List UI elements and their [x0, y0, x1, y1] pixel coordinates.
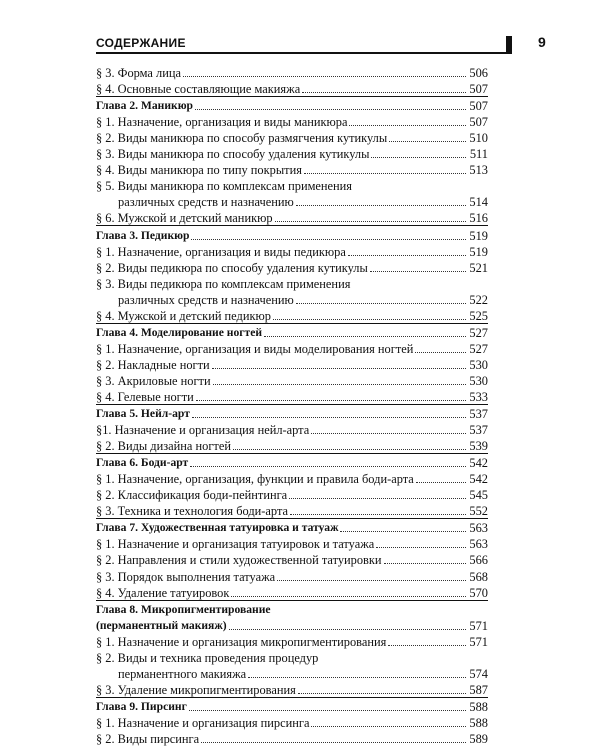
- toc-page-number: 588: [469, 715, 488, 730]
- toc-label: § 5. Виды маникюра по комплексам применения: [96, 179, 353, 194]
- toc-label: § 4. Основные составляющие макияжа: [96, 82, 301, 97]
- toc-entry-line: [96, 421, 488, 437]
- dot-leader: [296, 303, 466, 304]
- dot-leader: [233, 449, 466, 450]
- toc-page-number: 519: [469, 228, 488, 243]
- toc-label: § 4. Мужской и детский педикюр: [96, 308, 271, 323]
- toc-label: различных средств и назначению: [118, 292, 294, 307]
- dot-leader: [376, 547, 466, 548]
- toc-page-number: 533: [469, 389, 488, 404]
- toc-entry-line: [96, 64, 488, 80]
- toc-chapter-line: [96, 518, 488, 535]
- toc-label: § 2. Накладные ногти: [96, 357, 210, 372]
- dot-leader: [302, 92, 466, 93]
- toc-entry-line: [96, 161, 488, 177]
- toc-entry-line: [96, 291, 488, 307]
- toc-page-number: 563: [469, 537, 488, 552]
- dot-leader: [192, 417, 466, 418]
- toc-entry-line: [96, 730, 488, 746]
- dot-leader: [189, 710, 466, 711]
- toc-entry-line: [96, 437, 488, 453]
- toc-entry-line: [96, 567, 488, 583]
- toc-entry-line: [96, 470, 488, 486]
- toc-entry-line: [96, 388, 488, 404]
- toc-chapter-line: [96, 453, 488, 470]
- running-header: [72, 34, 546, 58]
- toc-chapter-line: [96, 600, 488, 617]
- dot-leader: [212, 368, 466, 369]
- toc-page-number: 552: [469, 504, 488, 519]
- toc-label: § 1. Назначение и организация микропигментирования: [96, 634, 387, 649]
- toc-page-number: 507: [469, 99, 488, 114]
- dot-leader: [248, 677, 466, 678]
- toc-label: Глава 2. Маникюр: [96, 99, 194, 113]
- toc-page-number: 510: [469, 131, 488, 146]
- toc-chapter-line: [96, 323, 488, 340]
- toc-entry-line: [96, 681, 488, 697]
- dot-leader: [311, 726, 466, 727]
- dot-leader: [389, 141, 466, 142]
- dot-leader: [275, 221, 466, 222]
- toc-entry-line: [96, 209, 488, 225]
- toc-page-number: 527: [469, 325, 488, 340]
- toc-entry-line: [96, 486, 488, 502]
- dot-leader: [277, 580, 466, 581]
- toc-label: § 4. Гелевые ногти: [96, 389, 194, 404]
- dot-leader: [201, 742, 466, 743]
- toc-label: Глава 4. Моделирование ногтей: [96, 325, 263, 339]
- toc-entry-line: [96, 584, 488, 600]
- dot-leader: [384, 563, 466, 564]
- toc-page-number: 588: [469, 699, 488, 714]
- dot-leader: [196, 400, 466, 401]
- dot-leader: [304, 173, 466, 174]
- table-of-contents: [96, 64, 488, 746]
- page-number: 9: [538, 34, 546, 50]
- toc-page-number: 570: [469, 585, 488, 600]
- toc-entry-line: [96, 665, 488, 681]
- toc-entry-line: [96, 551, 488, 567]
- toc-page-number: 566: [469, 553, 488, 568]
- toc-page-number: 571: [469, 618, 488, 633]
- toc-page-number: 507: [469, 82, 488, 97]
- dot-leader: [348, 255, 466, 256]
- dot-leader: [183, 76, 466, 77]
- dot-leader: [290, 514, 466, 515]
- toc-label: Глава 5. Нейл-арт: [96, 407, 190, 421]
- toc-label: § 6. Мужской и детский маникюр: [96, 211, 273, 226]
- toc-page-number: 542: [469, 456, 488, 471]
- toc-page-number: 537: [469, 423, 488, 438]
- toc-entry-line: [96, 80, 488, 96]
- toc-label: § 1. Назначение, организация, функции и правила боди-арта: [96, 472, 414, 487]
- toc-page-number: 539: [469, 439, 488, 454]
- toc-label: § 1. Назначение, организация и виды маникюра: [96, 115, 348, 130]
- dot-leader: [370, 271, 466, 272]
- dot-leader: [298, 693, 466, 694]
- toc-label: § 1. Назначение, организация и виды моделирования ногтей: [96, 341, 414, 356]
- toc-page-number: 506: [469, 66, 488, 81]
- toc-label: § 2. Направления и стили художественной татуировки: [96, 553, 382, 568]
- toc-entry-line: [96, 243, 488, 259]
- toc-label: (перманентный макияж): [96, 618, 227, 632]
- dot-leader: [311, 433, 466, 434]
- toc-page-number: 507: [469, 115, 488, 130]
- toc-label: Глава 8. Микропигментирование: [96, 602, 271, 616]
- toc-entry-line: [96, 535, 488, 551]
- toc-entry-line: [96, 340, 488, 356]
- toc-label: §1. Назначение и организация нейл-арта: [96, 423, 310, 438]
- toc-label: § 2. Виды педикюра по способу удаления кутикулы: [96, 260, 368, 275]
- toc-label: § 1. Назначение, организация и виды педикюра: [96, 244, 346, 259]
- toc-label: § 2. Виды дизайна ногтей: [96, 439, 231, 454]
- dot-leader: [273, 319, 466, 320]
- toc-label: Глава 7. Художественная татуировка и татуаж: [96, 521, 339, 535]
- toc-entry-line: [96, 129, 488, 145]
- toc-page-number: 522: [469, 292, 488, 307]
- toc-chapter-line: [96, 225, 488, 242]
- toc-label: § 1. Назначение и организация пирсинга: [96, 715, 310, 730]
- toc-page-number: 545: [469, 488, 488, 503]
- dot-leader: [340, 531, 466, 532]
- toc-label: § 1. Назначение и организация татуировок и татуажа: [96, 537, 375, 552]
- toc-label: различных средств и назначению: [118, 195, 294, 210]
- toc-entry-line: [96, 714, 488, 730]
- toc-page-number: 521: [469, 260, 488, 275]
- toc-page-number: 571: [469, 634, 488, 649]
- dot-leader: [349, 125, 466, 126]
- dot-leader: [190, 466, 466, 467]
- dot-leader: [388, 645, 466, 646]
- toc-entry-line: [96, 649, 488, 665]
- toc-entry-line: [96, 372, 488, 388]
- dot-leader: [296, 205, 466, 206]
- dot-leader: [371, 157, 466, 158]
- toc-page-number: 519: [469, 244, 488, 259]
- toc-label: Глава 9. Пирсинг: [96, 699, 187, 713]
- toc-page-number: 511: [469, 147, 488, 162]
- toc-chapter-line: [96, 697, 488, 714]
- toc-label: Глава 6. Боди-арт: [96, 456, 189, 470]
- toc-label: § 2. Виды пирсинга: [96, 731, 200, 746]
- toc-label: § 3. Форма лица: [96, 66, 181, 81]
- toc-page-number: 542: [469, 472, 488, 487]
- toc-label: § 2. Классификация боди-пейнтинга: [96, 488, 288, 503]
- toc-page-number: 530: [469, 373, 488, 388]
- header-title: СОДЕРЖАНИЕ: [96, 36, 186, 50]
- toc-label: § 2. Виды маникюра по способу размягчения кутикулы: [96, 131, 388, 146]
- toc-chapter-line: [96, 617, 488, 633]
- toc-label: § 4. Виды маникюра по типу покрытия: [96, 163, 302, 178]
- toc-entry-line: [96, 307, 488, 323]
- toc-label: § 3. Порядок выполнения татуажа: [96, 569, 276, 584]
- dot-leader: [264, 336, 466, 337]
- toc-label: § 3. Виды педикюра по комплексам применения: [96, 276, 351, 291]
- toc-page-number: 530: [469, 357, 488, 372]
- toc-label: § 3. Удаление микропигментирования: [96, 682, 296, 697]
- toc-page-number: 527: [469, 341, 488, 356]
- dot-leader: [213, 384, 466, 385]
- toc-entry-line: [96, 633, 488, 649]
- toc-page-number: 587: [469, 682, 488, 697]
- dot-leader: [289, 498, 466, 499]
- toc-entry-line: [96, 502, 488, 518]
- toc-entry-line: [96, 177, 488, 193]
- dot-leader: [231, 596, 466, 597]
- toc-label: перманентного макияжа: [118, 666, 247, 681]
- header-rule: [96, 52, 510, 54]
- toc-page-number: 516: [469, 211, 488, 226]
- toc-entry-line: [96, 275, 488, 291]
- toc-page-number: 574: [469, 666, 488, 681]
- toc-entry-line: [96, 113, 488, 129]
- toc-label: § 3. Акриловые ногти: [96, 373, 211, 388]
- toc-page-number: 568: [469, 569, 488, 584]
- dot-leader: [415, 352, 466, 353]
- toc-chapter-line: [96, 404, 488, 421]
- dot-leader: [229, 629, 466, 630]
- toc-page-number: 525: [469, 308, 488, 323]
- toc-entry-line: [96, 145, 488, 161]
- toc-label: Глава 3. Педикюр: [96, 228, 190, 242]
- toc-page-number: 513: [469, 163, 488, 178]
- toc-chapter-line: [96, 96, 488, 113]
- dot-leader: [195, 109, 466, 110]
- toc-label: § 4. Удаление татуировок: [96, 585, 230, 600]
- toc-label: § 3. Виды маникюра по способу удаления кутикулы: [96, 147, 370, 162]
- toc-page-number: 514: [469, 195, 488, 210]
- toc-page-number: 589: [469, 731, 488, 746]
- toc-page-number: 537: [469, 407, 488, 422]
- toc-entry-line: [96, 259, 488, 275]
- toc-label: § 2. Виды и техника проведения процедур: [96, 650, 319, 665]
- toc-entry-line: [96, 356, 488, 372]
- dot-leader: [416, 482, 466, 483]
- toc-page-number: 563: [469, 521, 488, 536]
- header-marker: [506, 36, 512, 54]
- toc-label: § 3. Техника и технология боди-арта: [96, 504, 289, 519]
- dot-leader: [191, 239, 466, 240]
- toc-entry-line: [96, 193, 488, 209]
